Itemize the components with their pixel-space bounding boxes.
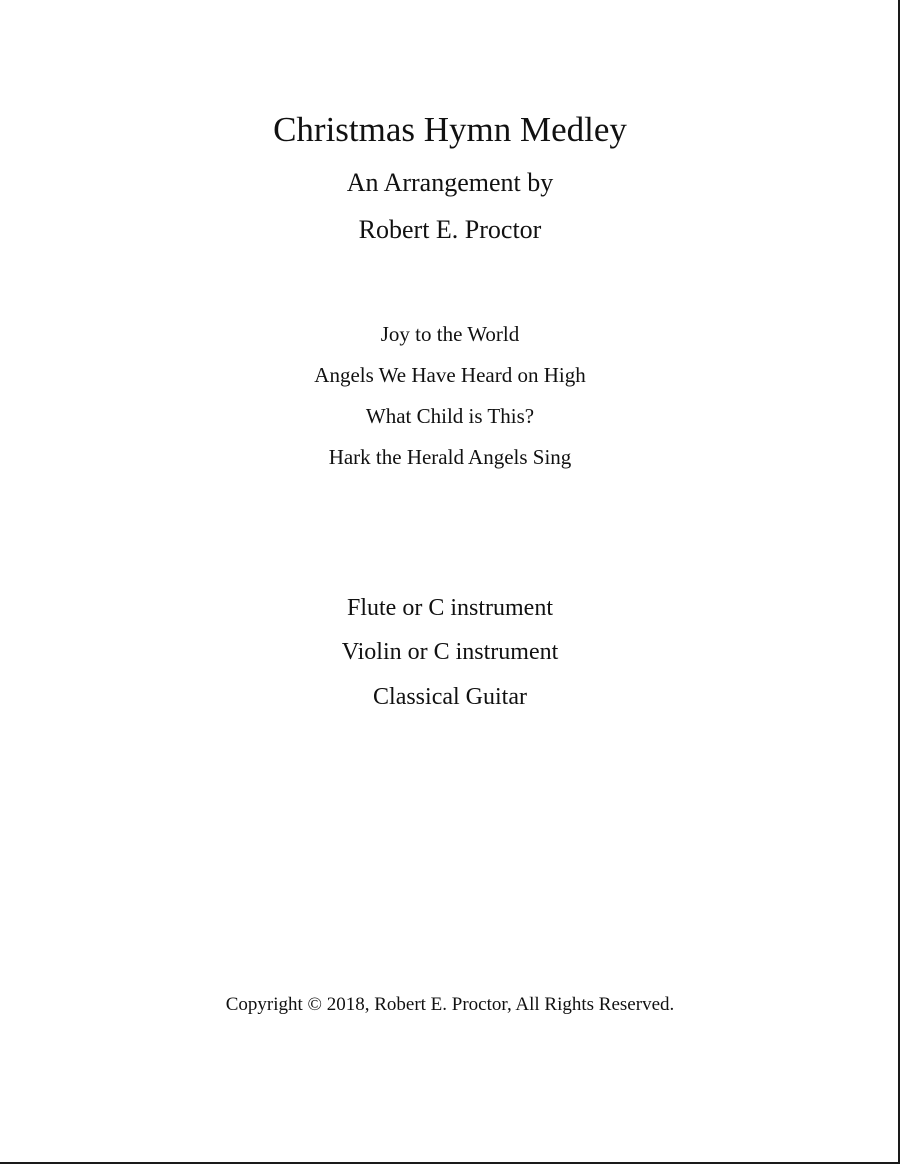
instrument-item: Violin or C instrument (341, 639, 559, 665)
hymn-item: Hark the Herald Angels Sing (328, 445, 572, 469)
copyright-notice: Copyright © 2018, Robert E. Proctor, All Rights Reserved. (225, 994, 675, 1015)
page-title: Christmas Hymn Medley (273, 110, 627, 149)
hymn-item: Angels We Have Heard on High (314, 363, 586, 387)
arrangement-subtitle: An Arrangement by (346, 168, 554, 197)
hymn-item: What Child is This? (365, 404, 535, 428)
instrument-item: Classical Guitar (373, 684, 527, 710)
instrument-item: Flute or C instrument (347, 595, 553, 621)
author-name: Robert E. Proctor (358, 215, 542, 244)
hymn-item: Joy to the World (380, 322, 520, 346)
